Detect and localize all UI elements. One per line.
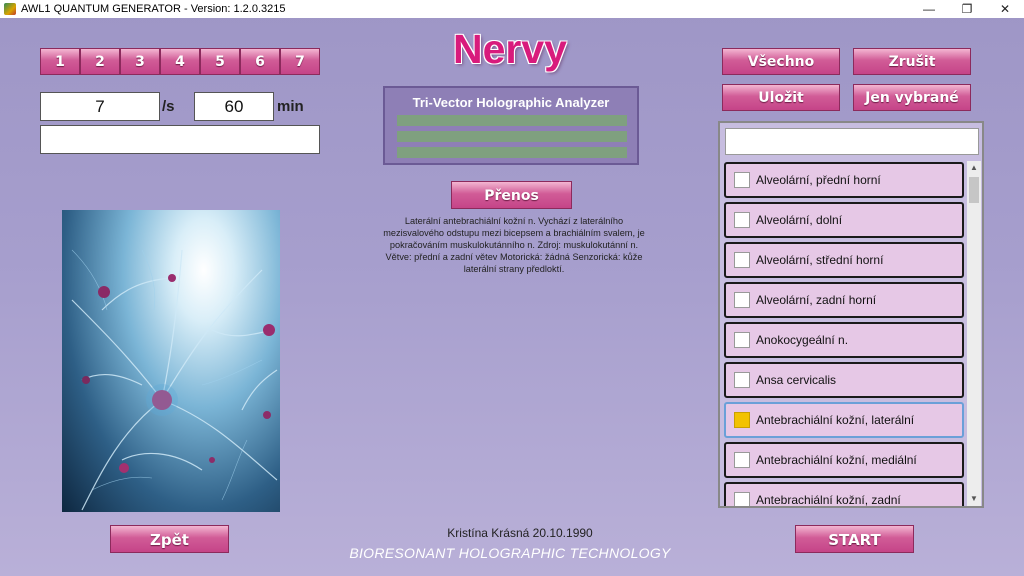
start-button[interactable]: START xyxy=(795,525,914,553)
cancel-button[interactable]: Zrušit xyxy=(853,48,971,75)
nerve-list xyxy=(718,121,984,508)
page-title: Nervy xyxy=(453,26,567,72)
list-item[interactable] xyxy=(724,482,964,508)
analyzer-bar xyxy=(397,115,627,126)
checkbox[interactable] xyxy=(734,332,750,348)
list-item[interactable] xyxy=(724,442,964,478)
minimize-icon[interactable]: — xyxy=(923,2,935,16)
list-item-label: Alveolární, přední horní xyxy=(756,173,881,187)
footer-tagline: BIORESONANT HOLOGRAPHIC TECHNOLOGY xyxy=(349,545,671,561)
user-name-date: Kristína Krásná 20.10.1990 xyxy=(447,526,593,540)
list-item-label: Antebrachiální kožní, mediální xyxy=(756,453,917,467)
number-button-1[interactable]: 1 xyxy=(40,48,80,75)
scroll-down-icon[interactable]: ▼ xyxy=(970,494,978,503)
number-button-7[interactable]: 7 xyxy=(280,48,320,75)
checkbox-checked[interactable] xyxy=(734,412,750,428)
text-input[interactable] xyxy=(40,125,320,154)
number-button-3[interactable]: 3 xyxy=(120,48,160,75)
analyzer-label: Tri-Vector Holographic Analyzer xyxy=(412,95,610,110)
checkbox[interactable] xyxy=(734,252,750,268)
checkbox[interactable] xyxy=(734,492,750,508)
analyzer-bar xyxy=(397,131,627,142)
checkbox[interactable] xyxy=(734,172,750,188)
neuron-image xyxy=(62,210,280,512)
list-item[interactable] xyxy=(724,322,964,358)
list-item-label: Antebrachiální kožní, laterální xyxy=(756,413,915,427)
nerve-description: Laterální antebrachiální kožní n. Vychází z laterálního mezisvalového odstupu mezi bicepsem a brachiálním svalem, je pokračováním muskulokutánního n. Zdroj: muskulokutánní n. Větve: přední a zadní větev Motorická: žádná Senzorická: kůže laterální strany předloktí. xyxy=(383,216,645,274)
analyzer-bar xyxy=(397,147,627,158)
frequency-unit: /s xyxy=(162,98,175,115)
maximize-icon[interactable]: ❐ xyxy=(961,2,973,16)
search-input[interactable] xyxy=(725,128,979,155)
window-title: AWL1 QUANTUM GENERATOR - Version: 1.2.0.3215 xyxy=(21,3,286,15)
list-item-label: Ansa cervicalis xyxy=(756,373,837,387)
save-button[interactable]: Uložit xyxy=(722,84,840,111)
list-item[interactable] xyxy=(724,202,964,238)
scroll-thumb[interactable] xyxy=(969,177,979,203)
scroll-up-icon[interactable]: ▲ xyxy=(970,163,978,172)
list-item-label: Alveolární, dolní xyxy=(756,213,843,227)
list-item[interactable] xyxy=(724,362,964,398)
checkbox[interactable] xyxy=(734,212,750,228)
number-button-4[interactable]: 4 xyxy=(160,48,200,75)
number-button-6[interactable]: 6 xyxy=(240,48,280,75)
list-item-label: Antebrachiální kožní, zadní xyxy=(756,493,901,507)
frequency-input[interactable]: 7 xyxy=(40,92,160,121)
number-button-5[interactable]: 5 xyxy=(200,48,240,75)
list-item-label: Alveolární, střední horní xyxy=(756,253,884,267)
checkbox[interactable] xyxy=(734,372,750,388)
list-scrollbar[interactable] xyxy=(967,161,981,506)
analyzer-panel xyxy=(383,86,639,165)
select-all-button[interactable]: Všechno xyxy=(722,48,840,75)
duration-unit: min xyxy=(277,98,304,115)
window-titlebar xyxy=(0,0,1024,18)
close-icon[interactable]: ✕ xyxy=(999,2,1011,16)
window-controls xyxy=(910,0,1024,18)
app-icon xyxy=(4,3,16,15)
list-item-selected[interactable] xyxy=(724,402,964,438)
number-button-2[interactable]: 2 xyxy=(80,48,120,75)
back-button[interactable]: Zpět xyxy=(110,525,229,553)
list-item-label: Alveolární, zadní horní xyxy=(756,293,877,307)
selected-only-button[interactable]: Jen vybrané xyxy=(853,84,971,111)
duration-input[interactable]: 60 xyxy=(194,92,274,121)
list-item[interactable] xyxy=(724,282,964,318)
checkbox[interactable] xyxy=(734,452,750,468)
list-item-label: Anokocygeální n. xyxy=(756,333,849,347)
transfer-button[interactable]: Přenos xyxy=(451,181,572,209)
list-item[interactable] xyxy=(724,162,964,198)
checkbox[interactable] xyxy=(734,292,750,308)
list-item[interactable] xyxy=(724,242,964,278)
